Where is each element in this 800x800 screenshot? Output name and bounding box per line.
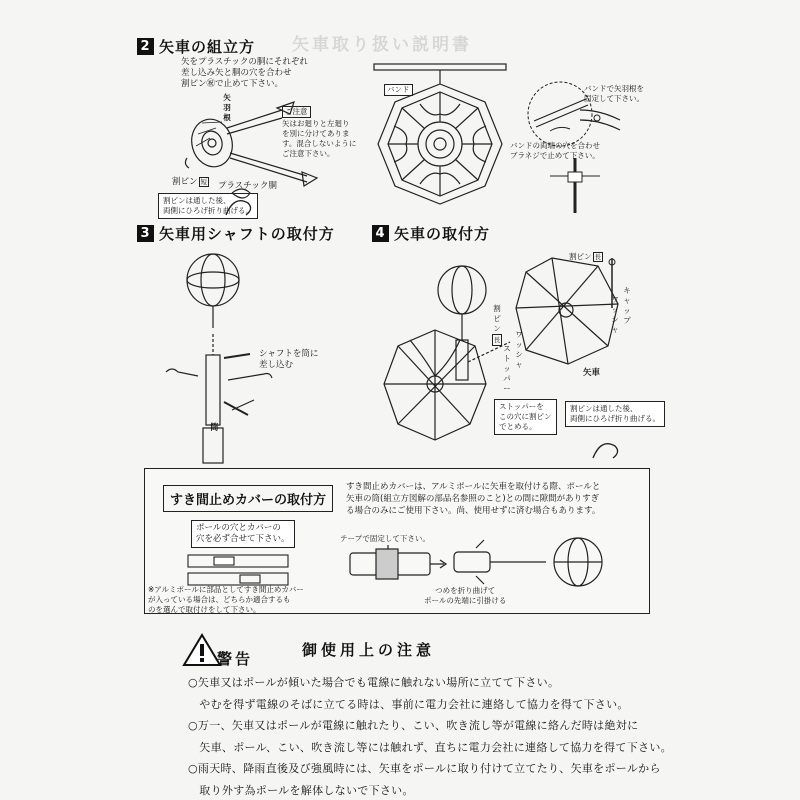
label-char: 羽	[223, 103, 231, 112]
wheel-top-illustration	[370, 64, 520, 214]
bleed-through-header: 矢車取り扱い説明書	[292, 35, 472, 55]
shaft-insert-label	[259, 349, 318, 371]
label-char: ャ	[623, 296, 631, 305]
label-char: プ	[623, 316, 631, 325]
label-char: シ	[515, 350, 523, 359]
stopper-line: でとめる。	[499, 422, 537, 431]
insert-line: シャフトを筒に	[259, 349, 319, 359]
label-text: 割ピン	[172, 177, 198, 187]
pin-note-line: 割ピンは通した後、	[163, 196, 231, 205]
band-note-line: 固定して下さい。	[584, 94, 644, 103]
hub-assembly-illustration	[182, 98, 322, 208]
section-3-heading: 矢車用シャフトの取付方	[159, 225, 335, 243]
label-plastic-body: プラスチック胴	[218, 181, 277, 191]
label-char: 割	[493, 304, 501, 313]
section-2-title	[137, 36, 255, 57]
label-char: ワ	[611, 295, 619, 304]
pin-note-line: 両側にひろげ折り曲げる。	[570, 414, 660, 423]
arrow-right	[430, 557, 450, 571]
pin-note-line: 割ピンは通した後、	[570, 404, 638, 413]
claw-note	[424, 586, 506, 606]
footnote-line: のを選んで取付けをして下さい。	[148, 605, 261, 614]
caution-line: を別に分けてありま	[282, 129, 350, 138]
tape-note: テープで固定して下さい。	[340, 534, 430, 543]
warning-line: やむを得ず電線のそばに立てる時は、事前に電力会社に連絡して協力を得て下さい。	[188, 697, 629, 711]
label-mark: 長	[493, 336, 501, 344]
band-holes-line: バンドの両端の穴を合わせ	[510, 141, 600, 150]
band-note-line: バンドで矢羽根を	[584, 84, 644, 93]
label-char: ピ	[493, 314, 501, 323]
instruction-line: 矢をプラスチックの胴にそれぞれ	[181, 57, 308, 67]
hole-note-line: ポールの穴とカバーの	[196, 523, 281, 533]
label-char: 根	[223, 113, 231, 122]
label-tube: 筒	[210, 423, 219, 433]
section-4-title	[372, 223, 490, 244]
label-stopper	[502, 344, 512, 394]
warning-text	[188, 672, 672, 800]
section-4-heading: 矢車の取付方	[394, 225, 491, 243]
label-yaguruma: 矢車	[583, 368, 601, 378]
warning-line: ○万一、矢車又はポールが電線に触れたり、こい、吹き流し等が電線に絡んだ時は絶対に	[188, 719, 639, 732]
assembly-instruction	[181, 57, 308, 90]
insert-line: 差し込む	[259, 360, 294, 370]
label-text: 割ピン	[569, 252, 592, 261]
claw-line: ポールの先端に引掛ける	[424, 596, 507, 605]
warning-line: ○矢車又はポールが傾いた場合でも電線に触れない場所に立てて下さい。	[188, 676, 560, 689]
caution-title: ご注意	[282, 106, 311, 118]
section-4-number: 4	[372, 225, 389, 242]
label-char: ャ	[515, 360, 523, 369]
warning-heading: 御使用上の注意	[302, 641, 436, 659]
label-char: ー	[503, 384, 511, 393]
spacer-description	[346, 481, 600, 517]
label-char: 矢	[223, 93, 231, 102]
section-2-number: 2	[137, 38, 154, 55]
label-char: パ	[503, 374, 511, 383]
stopper-line: ストッパーを	[499, 402, 544, 411]
hole-align-note	[191, 520, 295, 548]
label-cap	[622, 286, 632, 326]
label-char: ッ	[623, 306, 631, 315]
instruction-line: 差し込み矢と胴の穴を合わせ	[181, 68, 292, 78]
warning-label: 警告	[217, 650, 254, 668]
label-mark: 短	[200, 178, 208, 186]
label-char: ャ	[611, 325, 619, 334]
stopper-line: この穴に割ピン	[499, 412, 552, 421]
stopper-note	[494, 399, 557, 435]
tape-illustration	[340, 545, 440, 585]
footnote-line: ※アルミポールに部品としてすき間止めカバー	[148, 585, 304, 594]
label-waripin-long-left	[492, 304, 502, 346]
instruction-line: 割ピン㊗で止めて下さい。	[181, 79, 284, 89]
section-3-title	[137, 223, 335, 244]
label-char: ト	[503, 354, 511, 363]
label-waripin-long-right	[569, 252, 603, 262]
bent-pin-illustration	[221, 193, 261, 223]
mount-pin-note	[565, 401, 665, 427]
description-line: 矢車の筒(組立方図解の部品名参照のこと)との間に隙間がありすぎ	[346, 494, 600, 504]
warning-line: ○雨天時、降雨直後及び強風時には、矢車をポールに取り付けて立てたり、矢車をポールから	[188, 762, 661, 775]
band-detail-right	[575, 100, 625, 140]
warning-triangle-icon	[182, 633, 222, 667]
section-2-heading: 矢車の組立方	[159, 38, 256, 56]
warning-line: 取り外す為ポールを解体しないで下さい。	[188, 783, 414, 797]
warning-line: 矢車、ポール、こい、吹き流し等には触れず、直ちに電力会社に連絡して協力を得て下さい。	[188, 740, 672, 754]
caution-line: す。混合しないように	[282, 139, 357, 148]
description-line: る場合のみにご使用下さい。尚、使用せずに済む場合もあります。	[346, 506, 601, 516]
spacer-footnote	[148, 585, 304, 615]
caution-line: 矢はお廻りと左廻り	[282, 119, 350, 128]
label-char: ワ	[515, 330, 523, 339]
label-band: バンド	[384, 84, 413, 96]
claw-line: つめを折り曲げて	[435, 586, 496, 595]
label-char: ッ	[503, 364, 511, 373]
label-mark: 長	[594, 253, 601, 261]
hole-note-line: 穴を必ず合せて下さい。	[196, 534, 290, 544]
label-washer-right	[610, 295, 620, 335]
label-char: キ	[623, 286, 631, 295]
label-char: ッ	[515, 340, 523, 349]
footnote-line: が入っている場合は、どちらか適合するも	[148, 595, 291, 604]
label-char: ス	[503, 344, 511, 353]
label-char: ン	[493, 324, 501, 333]
label-washer-left	[514, 330, 524, 370]
label-char: ッ	[611, 305, 619, 314]
description-line: すき間止めカバーは、アルミポールに矢車を取付ける際、ポールと	[346, 482, 601, 492]
spacer-cover-title: すき間止めカバーの取付方	[163, 485, 333, 512]
screw-detail	[540, 158, 610, 218]
pin-note-line: 両側にひろげ折り曲げる。	[163, 206, 253, 215]
band-holes-line: ブラネジで止めて下さい。	[510, 151, 600, 160]
bent-pin-illustration-2	[588, 436, 628, 466]
caution-line: ご注意下さい。	[282, 149, 335, 158]
label-char: シ	[611, 315, 619, 324]
section-3-number: 3	[137, 225, 154, 242]
